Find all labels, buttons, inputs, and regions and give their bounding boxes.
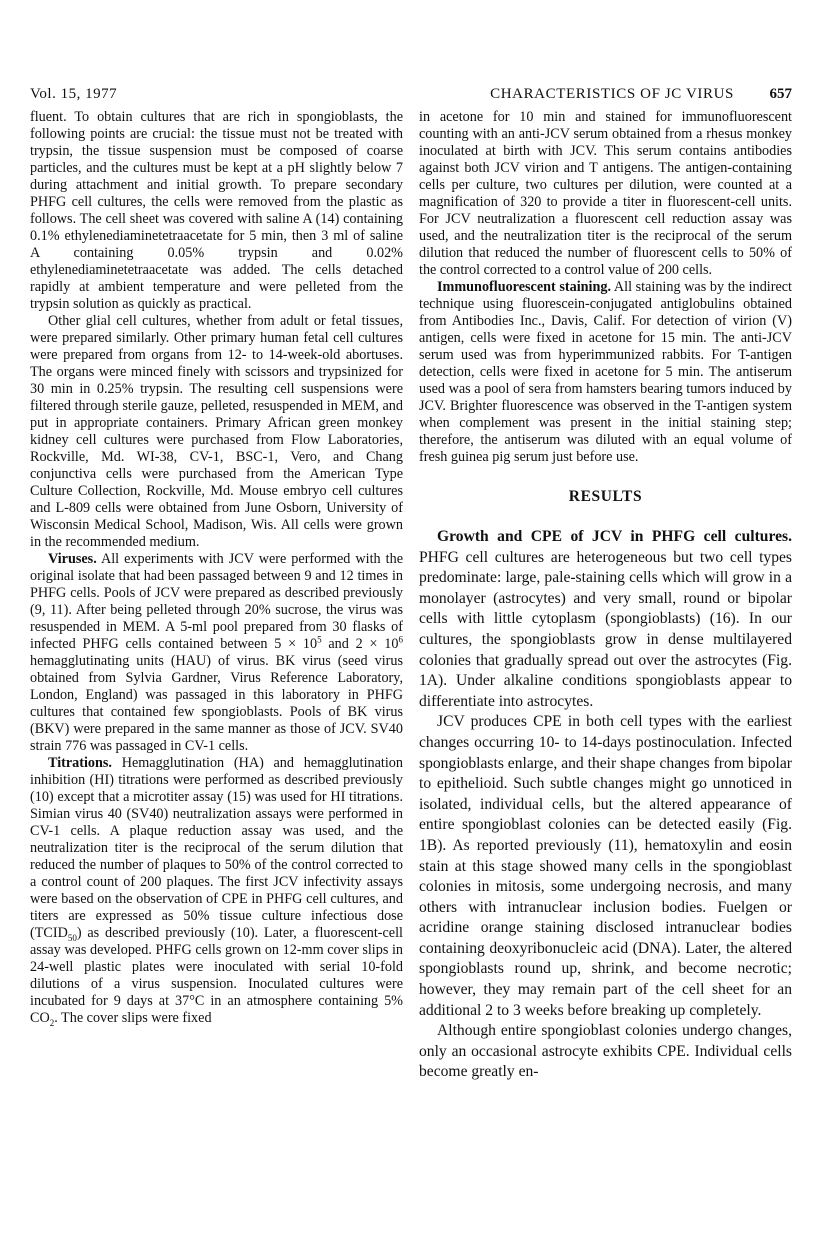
page-number: 657 — [769, 86, 792, 102]
running-title: CHARACTERISTICS OF JC VIRUS — [490, 86, 734, 102]
paragraph-text: PHFG cell cultures are heterogeneous but two cell types predominate: large, pale-staining cells which will grow in a monolayer (astrocytes) and very small, round or bipolar cells with little cytoplasm (spongioblasts) (16). In our cultures, the spongioblasts grow in dense multilayered colonies that gradually spread out over the astrocytes (Fig. 1A). Under alkaline conditions spongioblasts appear to differentiate into astrocytes. — [419, 548, 792, 710]
paragraph-heading: Viruses. — [48, 551, 97, 567]
paragraph-text: . The cover slips were fixed — [54, 1010, 212, 1026]
paragraph-text: ) as described previously (10). Later, a fluorescent-cell assay was developed. PHFG cells grown on 12-mm cover slips in 24-well plastic plates were inoculated with serial 10-fold dilutions of a virus suspension. Inoculated cultures were incubated for 9 days at 37°C in an atmosphere containing 5% CO — [30, 925, 403, 1026]
paragraph-immunofluorescent-staining — [419, 279, 792, 466]
paragraph-growth-cpe — [419, 527, 792, 712]
paragraph: Although entire spongioblast colonies undergo changes, only an occasional astrocyte exhibits CPE. Individual cells become greatly en- — [419, 1022, 792, 1081]
paragraph: JCV produces CPE in both cell types with the earliest changes occurring 10- to 14-days postinoculation. Infected spongioblasts enlarge, and their shape changes from bipolar to epithelioid. Such subtle changes might go unnoticed in isolated, individual cells, but the altered appearance of entire spongioblast colonies can be detected easily (Fig. 1B). As reported previously (11), hematoxylin and eosin stain at this stage showed many cells in the spongioblast colonies in mitosis, some undergoing necrosis, and many others with intranuclear inclusion bodies. Fuelgen or acridine orange staining disclosed intranuclear bodies containing deoxyribonucleic acid (DNA). Later, the altered spongioblasts round up, shrink, and become necrotic; however, they may remain part of the cell sheet for an additional 2 to 3 weeks before breaking up completely. — [419, 713, 792, 1019]
paragraph-heading: Growth and CPE of JCV in PHFG cell cultures. — [437, 528, 792, 545]
section-title-results: RESULTS — [568, 488, 643, 505]
paragraph-viruses — [30, 551, 403, 755]
paragraph-heading: Titrations. — [48, 755, 112, 771]
paragraph: Other glial cell cultures, whether from adult or fetal tissues, were prepared similarly. Other primary human fetal cell cultures were prepared from organs from 12- to 14-week-old abortuses. The organs were minced finely with scissors and trypsinized for 30 min in 0.25% trypsin. The resulting cell suspensions were filtered through sterile gauze, pelleted, resuspended in MEM, and put in appropriate containers. Primary African green monkey kidney cell cultures were purchased from Flow Laboratories, Rockville, Md. WI-38, CV-1, BSC-1, Vero, and Chang conjunctiva cells were purchased from the American Type Culture Collection, Rockville, Md. Mouse embryo cell cultures and L-809 cells were obtained from June Osborn, University of Wisconsin Medical School, Madison, Wis. All cells were grown in the recommended medium. — [30, 313, 403, 550]
left-column — [30, 109, 403, 1027]
superscript: 5 — [317, 634, 322, 645]
paragraph-text: hemagglutinating units (HAU) of virus. BK virus (seed virus obtained from Sylvia Gardner, Virus Reference Laboratory, London, England) was passaged in this laboratory in PHFG cultures that contained few spongioblasts. Pools of BK virus (BKV) were prepared in the same manner as those of JCV. SV40 strain 776 was passaged in CV-1 cells. — [30, 653, 403, 754]
paragraph-text: and 2 × 10 — [321, 636, 399, 652]
paragraph-text: All experiments with JCV were performed with the original isolate that had been passaged between 9 and 12 times in PHFG cells. Pools of JCV were prepared as described previously (9, 11). After being pelleted through 20% sucrose, the virus was resuspended in MEM. A 5-ml pool prepared from 30 flasks of infected PHFG cells contained between 5 × 10 — [30, 551, 403, 652]
subscript: 50 — [67, 932, 77, 943]
subscript: 2 — [49, 1017, 55, 1028]
paragraph-text: Hemagglutination (HA) and hemagglutination inhibition (HI) titrations were performed as described previously (10) except that a microtiter assay (15) was used for HI titrations. Simian virus 40 (SV40) neutralization assays were performed in CV-1 cells. A plaque reduction assay was used, and the neutralization titer is the reciprocal of the serum dilution that reduced the number of plaques to 50% of the control corrected to a control count of 200 plaques. The first JCV infectivity assays were based on the observation of CPE in PHFG cell cultures, and titers are expressed as 50% tissue culture infectious dose (TCID — [30, 755, 403, 941]
paragraph: fluent. To obtain cultures that are rich in spongioblasts, the following points are crucial: the tissue must not be treated with trypsin, the tissue suspension must be composed of coarse particles, and the cultures must be kept at a pH slightly below 7 during attachment and initial growth. To prepare secondary PHFG cell cultures, the cells were removed from the plastic as follows. The cell sheet was covered with saline A (14) containing 0.1% ethylenediaminetetraacetate for 5 min, then 3 ml of saline A containing 0.05% trypsin and 0.02% ethylenediaminetetraacetate was added. The cells detached rapidly at ambient temperature and were pelleted from the trypsin solution as quickly as practical. — [30, 109, 403, 312]
superscript: 6 — [398, 634, 403, 645]
paragraph-heading: Immunofluorescent staining. — [437, 279, 612, 295]
journal-volume: Vol. 15, 1977 — [30, 86, 118, 102]
paragraph: in acetone for 10 min and stained for immunofluorescent counting with an anti-JCV serum obtained from a rhesus monkey inoculated at birth with JCV. This serum contains antibodies against both JCV virion and T antigens. The antigen-containing cells per culture, two cultures per dilution, were counted at a magnification of 320 to provide a titer in fluorescent-cell units. For JCV neutralization a fluorescent cell reduction assay was used, and the neutralization titer is the reciprocal of the serum dilution that reduced the number of fluorescent cells to 50% of the control corrected to a control value of 200 cells. — [419, 109, 792, 278]
paragraph-titrations — [30, 755, 403, 1027]
right-column — [419, 109, 792, 1083]
paragraph-text: All staining was by the indirect technique using fluorescein-conjugated antiglobulins obtained from Antibodies Inc., Davis, Calif. For detection of virion (V) antigen, cells were fixed in acetone for 15 min. The anti-JCV serum used was from hyperimmunized rabbits. For T-antigen detection, cells were fixed in acetone for 5 min. The antiserum used was a pool of sera from hamsters bearing tumors induced by JCV. Brighter fluorescence was observed in the T-antigen system when complement was present in the initial staining step; therefore, the antiserum was diluted with an equal volume of fresh guinea pig serum just before use. — [419, 279, 792, 465]
page-header — [30, 86, 792, 108]
